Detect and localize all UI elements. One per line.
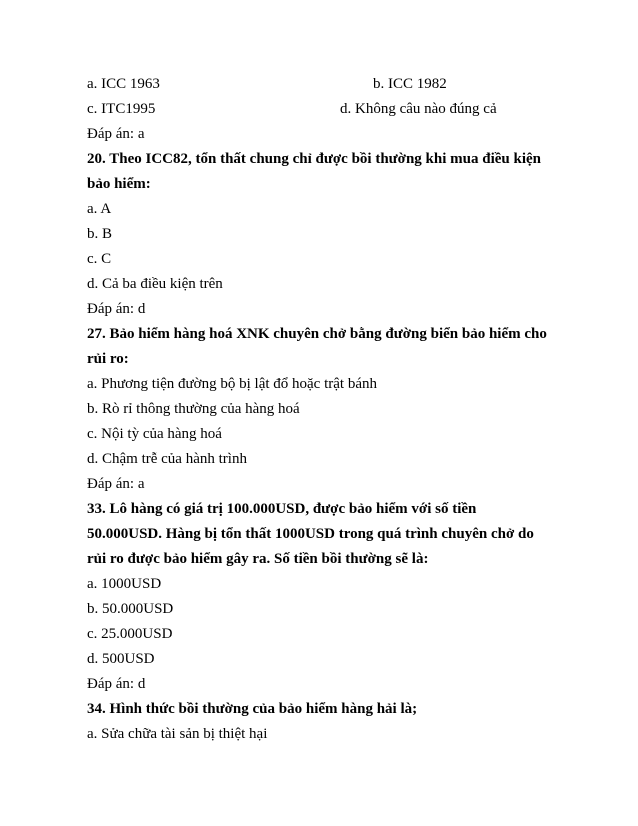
option-text: c. Nội tỳ của hàng hoá (87, 426, 222, 442)
answer-text: Đáp án: a (87, 126, 145, 142)
answer-text: Đáp án: d (87, 301, 146, 317)
option-text: c. C (87, 251, 112, 267)
answer-text: Đáp án: a (87, 476, 145, 492)
option-text: b. 50.000USD (87, 601, 174, 617)
option-text: b. Rò rỉ thông thường của hàng hoá (87, 401, 300, 417)
option-text: a. Phương tiện đường bộ bị lật đổ hoặc trật bánh (87, 376, 377, 392)
option-text: c. ITC1995 (87, 101, 156, 117)
option-text: d. Cả ba điều kiện trên (87, 276, 223, 292)
answer-text: Đáp án: d (87, 676, 146, 692)
option-text: a. 1000USD (87, 576, 162, 592)
option-text: a. ICC 1963 (87, 76, 160, 92)
question-heading: 27. Bảo hiểm hàng hoá XNK chuyên chở bằng đường biển bảo hiểm cho (87, 326, 547, 342)
option-text: b. ICC 1982 (373, 76, 447, 92)
question-heading: 33. Lô hàng có giá trị 100.000USD, được bảo hiểm với số tiền (87, 501, 477, 517)
question-heading: 34. Hình thức bồi thường của bảo hiểm hàng hải là; (87, 701, 418, 717)
option-text: a. Sửa chữa tài sản bị thiệt hại (87, 726, 268, 742)
option-text: d. Chậm trễ của hành trình (87, 451, 247, 467)
question-heading: 50.000USD. Hàng bị tổn thất 1000USD trong quá trình chuyên chở do (87, 526, 534, 542)
question-heading: bảo hiểm: (87, 176, 151, 192)
option-text: b. B (87, 226, 113, 242)
option-text: a. A (87, 201, 112, 217)
option-text: c. 25.000USD (87, 626, 173, 642)
option-text: d. Không câu nào đúng cả (340, 101, 497, 117)
question-heading: 20. Theo ICC82, tổn thất chung chỉ được bồi thường khi mua điều kiện (87, 151, 542, 167)
question-heading: rủi ro được bảo hiểm gây ra. Số tiền bồi thường sẽ là: (87, 551, 429, 567)
question-heading: rủi ro: (87, 351, 129, 367)
option-text: d. 500USD (87, 651, 155, 667)
